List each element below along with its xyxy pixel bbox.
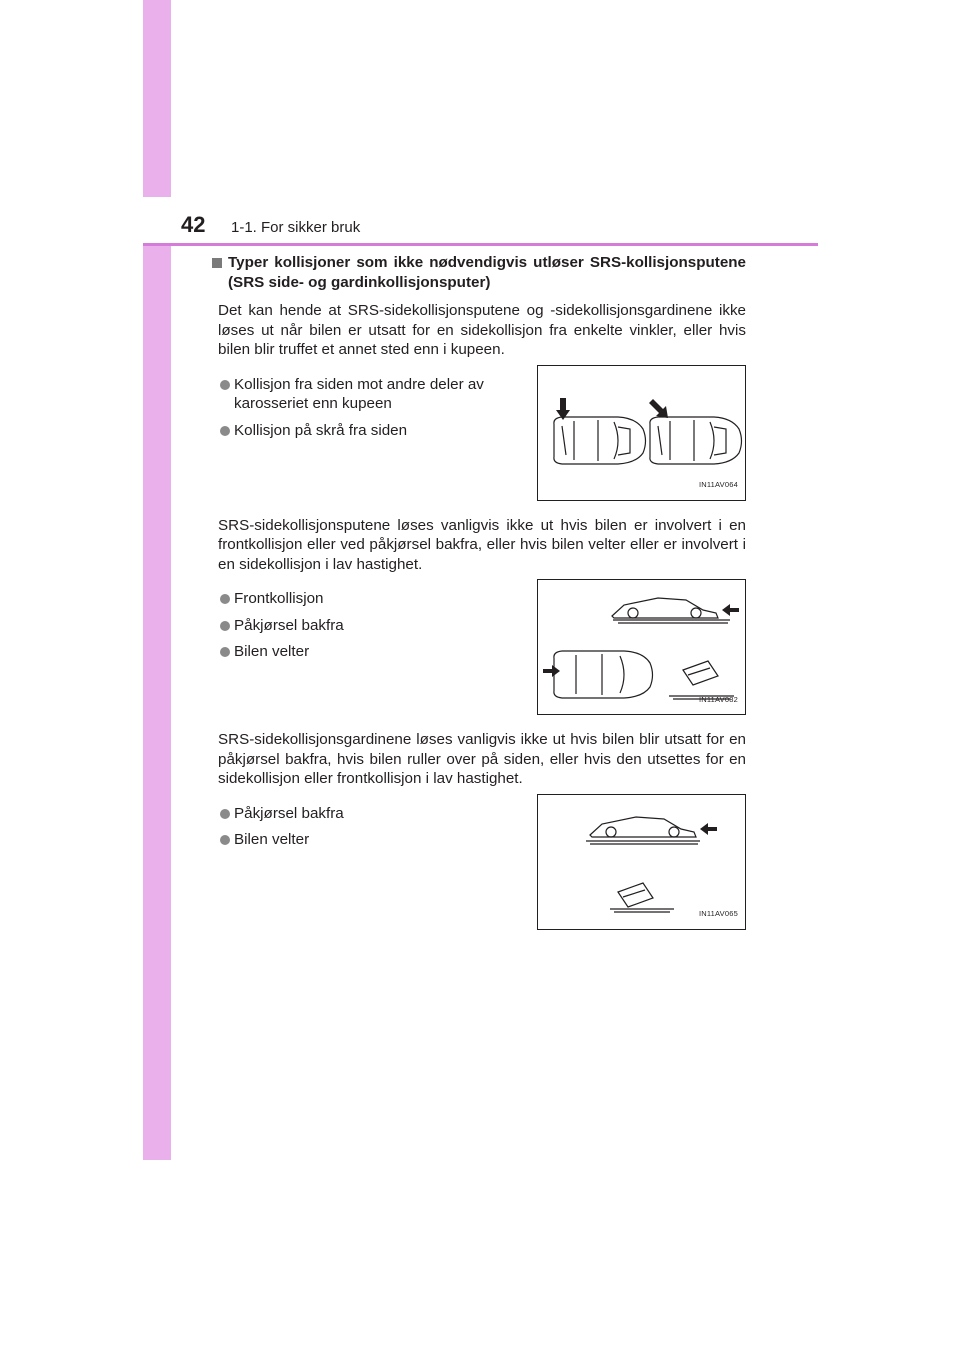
subheading-text: Typer kollisjoner som ikke nødvendigvis utløser SRS-kollisjonsputene (SRS side- og gardinkollisjonsputer) xyxy=(228,254,746,291)
figure-frontal-rear-rollover xyxy=(537,579,746,715)
intro-paragraph: Det kan hende at SRS-sidekollisjonsputene og -sidekollisjonsgardinene ikke løses ut når bilen er utsatt for en sidekollisjon fra enkelte vinkler, eller hvis bilen blir truffet et annet sted enn i kupeen. xyxy=(218,302,746,358)
figure-code: IN11AV082 xyxy=(698,694,738,704)
list-item: Bilen velter xyxy=(218,642,508,662)
bullet-list xyxy=(218,797,508,850)
figure-code: IN11AV064 xyxy=(698,480,738,489)
list-item: Kollisjon fra siden mot andre deler av karosseriet enn kupeen xyxy=(218,375,508,414)
list-item: Kollisjon på skrå fra siden xyxy=(218,421,508,441)
section-side-collision xyxy=(218,368,746,501)
header-rule xyxy=(143,243,818,246)
square-bullet-icon xyxy=(212,258,222,268)
bullet-list xyxy=(218,368,508,441)
figure-rear-rollover xyxy=(537,794,746,930)
page-number: 42 xyxy=(181,212,206,237)
section-title: 1-1. For sikker bruk xyxy=(231,219,361,236)
bullet-list xyxy=(218,582,508,662)
chapter-sidebar xyxy=(143,0,171,1160)
list-item: Påkjørsel bakfra xyxy=(218,616,508,636)
paragraph: SRS-sidekollisjonsputene løses vanligvis ikke ut hvis bilen er involvert i en frontkollisjon eller ved påkjørsel bakfra, eller hvis bilen velter eller er involvert i en sidekollisjon i lav hastighet. xyxy=(218,516,746,573)
section-curtain-airbags xyxy=(218,797,746,930)
figure-side-collisions xyxy=(537,365,746,501)
subheading xyxy=(210,253,746,292)
list-item: Bilen velter xyxy=(218,830,508,850)
paragraph: SRS-sidekollisjonsgardinene løses vanligvis ikke ut hvis bilen blir utsatt for en påkjørsel bakfra, hvis bilen ruller over på siden, eller hvis den utsettes for en sidekollisjon eller frontkollisjon i lav hastighet. xyxy=(218,731,746,787)
list-item: Frontkollisjon xyxy=(218,589,508,609)
figure-code: IN11AV065 xyxy=(698,909,738,918)
page-content xyxy=(210,253,746,930)
section-side-airbags xyxy=(218,582,746,715)
list-item: Påkjørsel bakfra xyxy=(218,804,508,824)
